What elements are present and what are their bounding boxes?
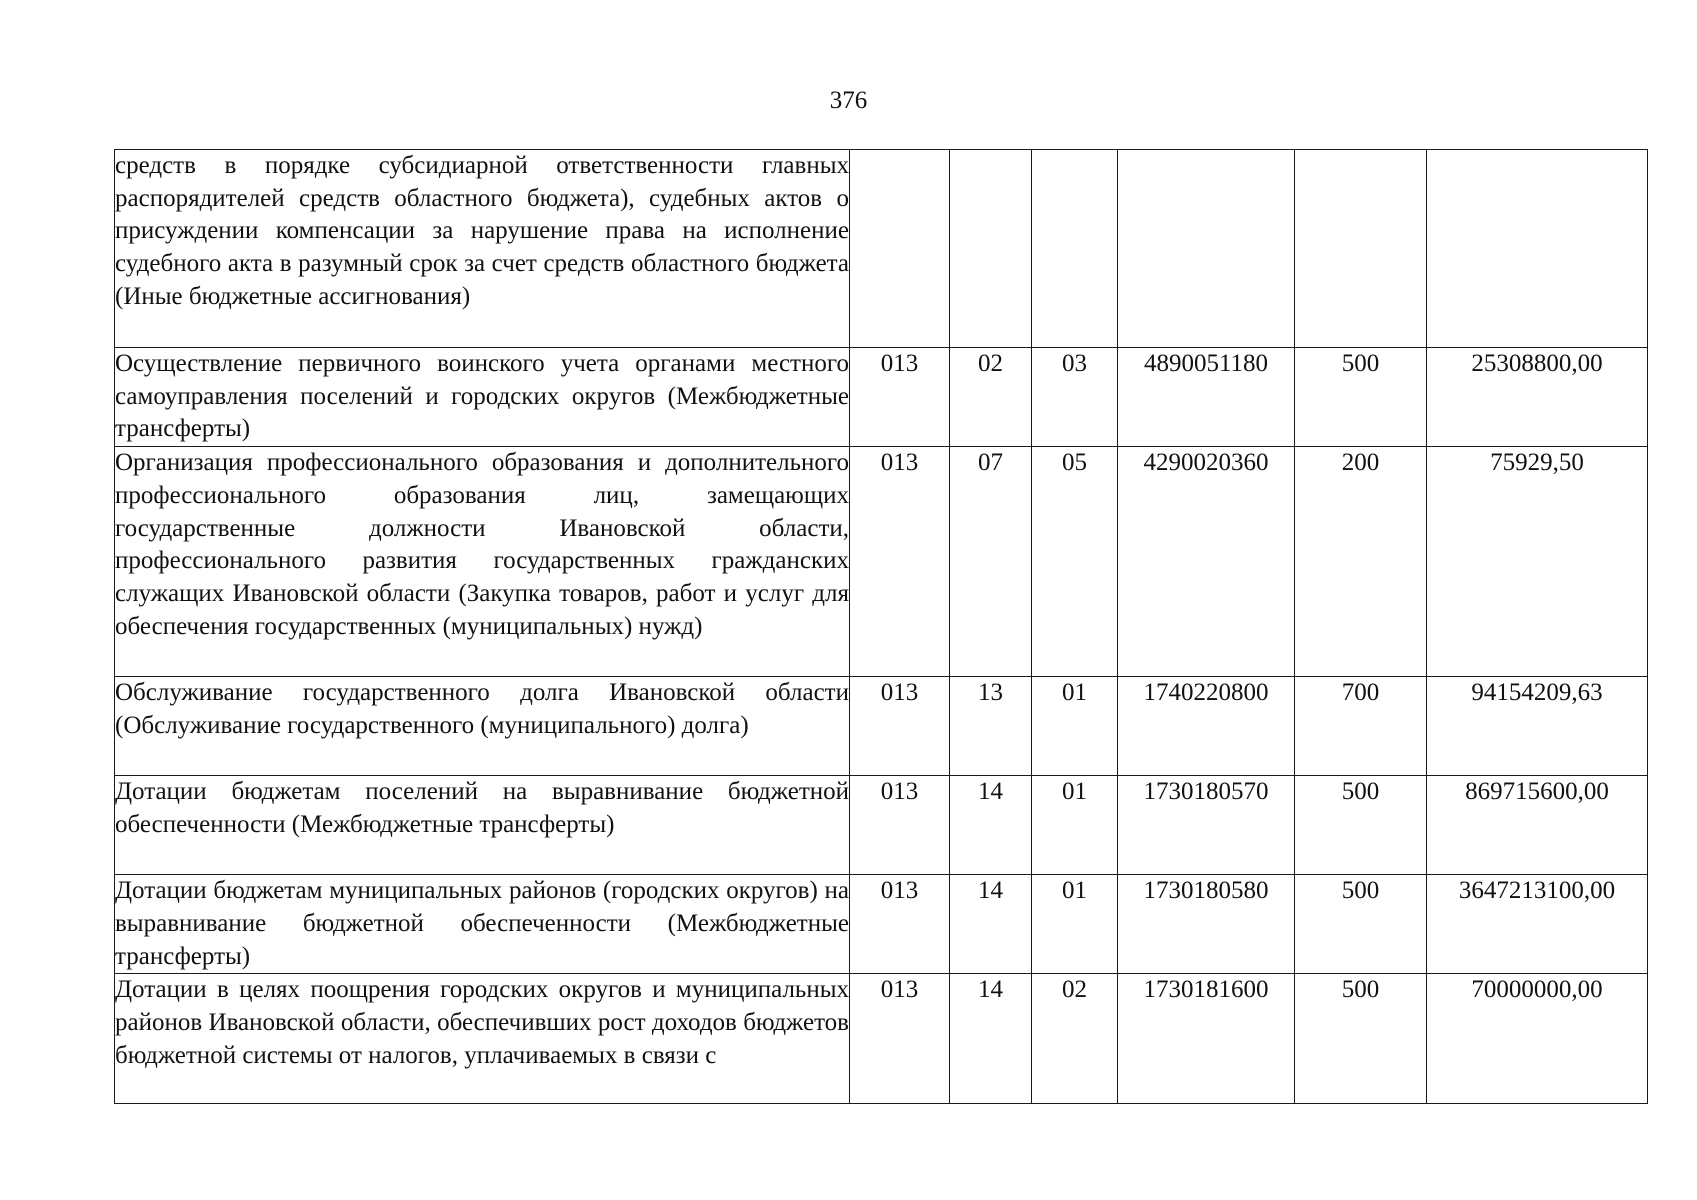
row-expense-type <box>1295 150 1427 348</box>
row-expense-type: 500 <box>1295 776 1427 875</box>
row-target-article: 1740220800 <box>1118 677 1295 776</box>
row-description: Организация профессионального образования и дополнительного профессионального образования лиц, замещающих государственные должности Ивановской области, профессионального развития государственных гражданских служащих Ивановской области (Закупка товаров, работ и услуг для обеспечения государственных (муниципальных) нужд) <box>115 447 850 677</box>
table-row <box>115 875 1648 974</box>
row-expense-type: 200 <box>1295 447 1427 677</box>
row-amount: 3647213100,00 <box>1427 875 1648 974</box>
row-amount: 94154209,63 <box>1427 677 1648 776</box>
row-section-code: 14 <box>950 974 1032 1104</box>
row-ministry-code <box>850 150 950 348</box>
row-section-code: 14 <box>950 776 1032 875</box>
row-description: Дотации бюджетам муниципальных районов (городских округов) на выравнивание бюджетной обеспеченности (Межбюджетные трансферты) <box>115 875 850 974</box>
table-row <box>115 677 1648 776</box>
row-expense-type: 500 <box>1295 875 1427 974</box>
row-section-code: 13 <box>950 677 1032 776</box>
table-row <box>115 447 1648 677</box>
row-description: средств в порядке субсидиарной ответственности главных распорядителей средств областного бюджета), судебных актов о присуждении компенсации за нарушение права на исполнение судебного акта в разумный срок за счет средств областного бюджета (Иные бюджетные ассигнования) <box>115 150 850 348</box>
table-row <box>115 150 1648 348</box>
row-amount: 70000000,00 <box>1427 974 1648 1104</box>
row-ministry-code: 013 <box>850 677 950 776</box>
row-target-article <box>1118 150 1295 348</box>
row-section-code <box>950 150 1032 348</box>
budget-table <box>114 149 1648 1104</box>
row-target-article: 1730180580 <box>1118 875 1295 974</box>
page-number: 376 <box>829 87 868 114</box>
table-row <box>115 776 1648 875</box>
table-row <box>115 348 1648 447</box>
row-ministry-code: 013 <box>850 875 950 974</box>
row-subsection-code: 01 <box>1032 776 1118 875</box>
row-subsection-code <box>1032 150 1118 348</box>
row-target-article: 4290020360 <box>1118 447 1295 677</box>
row-ministry-code: 013 <box>850 348 950 447</box>
row-amount: 25308800,00 <box>1427 348 1648 447</box>
row-target-article: 4890051180 <box>1118 348 1295 447</box>
row-amount: 75929,50 <box>1427 447 1648 677</box>
row-expense-type: 500 <box>1295 348 1427 447</box>
row-amount <box>1427 150 1648 348</box>
row-subsection-code: 01 <box>1032 875 1118 974</box>
row-ministry-code: 013 <box>850 974 950 1104</box>
row-section-code: 07 <box>950 447 1032 677</box>
row-subsection-code: 05 <box>1032 447 1118 677</box>
row-expense-type: 500 <box>1295 974 1427 1104</box>
row-target-article: 1730181600 <box>1118 974 1295 1104</box>
row-section-code: 14 <box>950 875 1032 974</box>
row-subsection-code: 02 <box>1032 974 1118 1104</box>
row-expense-type: 700 <box>1295 677 1427 776</box>
table-row <box>115 974 1648 1104</box>
row-section-code: 02 <box>950 348 1032 447</box>
row-description: Дотации бюджетам поселений на выравнивание бюджетной обеспеченности (Межбюджетные трансферты) <box>115 776 850 875</box>
row-description: Осуществление первичного воинского учета органами местного самоуправления поселений и городских округов (Межбюджетные трансферты) <box>115 348 850 447</box>
row-ministry-code: 013 <box>850 776 950 875</box>
row-description: Обслуживание государственного долга Ивановской области (Обслуживание государственного (муниципального) долга) <box>115 677 850 776</box>
row-subsection-code: 03 <box>1032 348 1118 447</box>
row-subsection-code: 01 <box>1032 677 1118 776</box>
row-amount: 869715600,00 <box>1427 776 1648 875</box>
row-ministry-code: 013 <box>850 447 950 677</box>
row-description: Дотации в целях поощрения городских округов и муниципальных районов Ивановской области, обеспечивших рост доходов бюджетов бюджетной системы от налогов, уплачиваемых в связи с <box>115 974 850 1104</box>
row-target-article: 1730180570 <box>1118 776 1295 875</box>
